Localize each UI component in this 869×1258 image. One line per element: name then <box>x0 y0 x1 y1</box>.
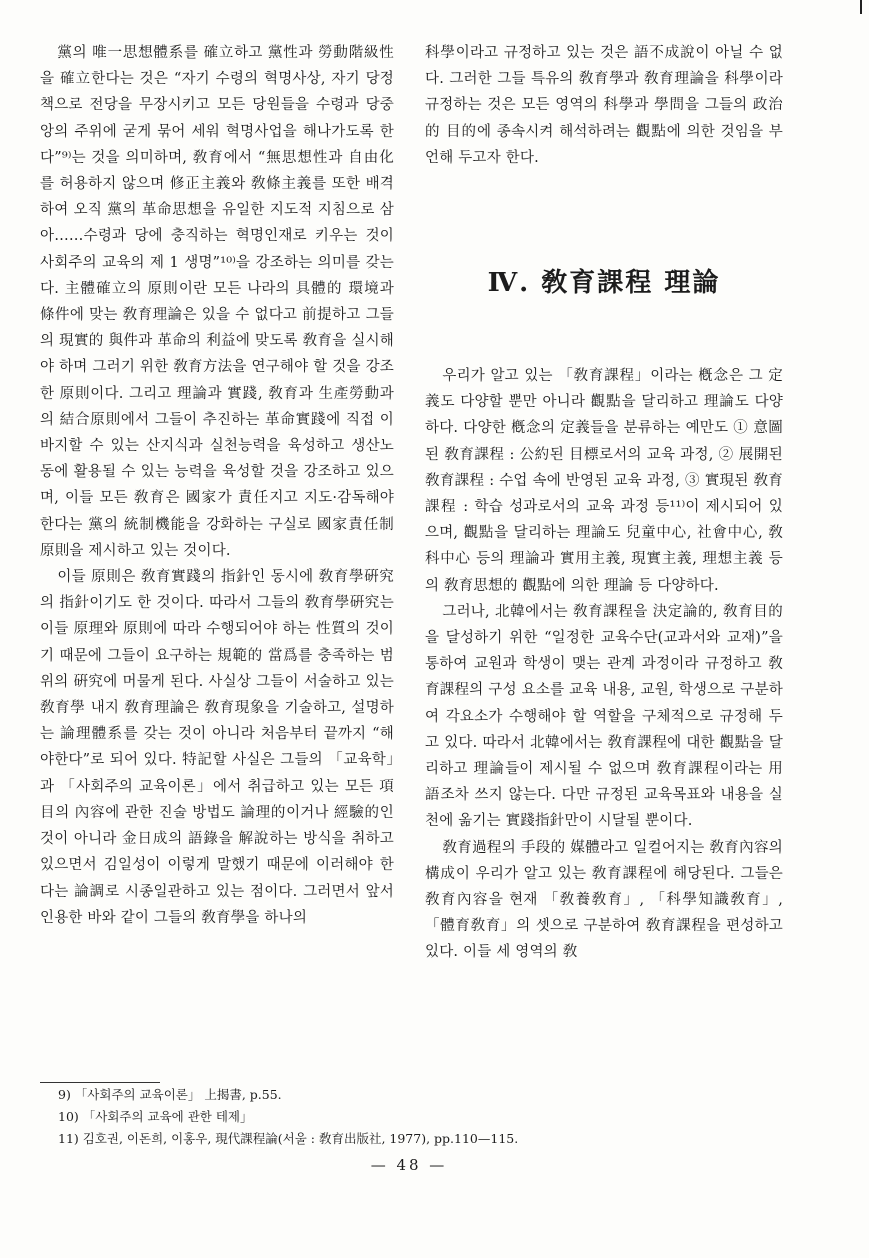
paragraph: 科學이라고 규정하고 있는 것은 語不成說이 아닐 수 없다. 그러한 그들 특유의 敎育學과 敎育理論을 科學이라 규정하는 것은 모든 영역의 科學과 學問을 그들의 政治的 目的에 종속시켜 해석하려는 觀點에 의한 것임을 부언해 두고자 한다. <box>425 45 783 166</box>
footnote: 10) 「사회주의 교육에 관한 테제」 <box>58 1109 253 1124</box>
paragraph: 이들 原則은 敎育實踐의 指針인 동시에 敎育學硏究의 指針이기도 한 것이다. 따라서 그들의 敎育學硏究는 이들 原理와 原則에 따라 수행되어야 하는 性質의 것이기 때문에 그들이 요구하는 規範的 當爲를 충족하는 범위의 硏究에 머물게 된다. 사실상 그들이 서술하고 있는 敎育學 내지 敎育理論은 敎育現象을 기술하고, 설명하는 論理體系를 갖는 것이 아니라 처음부터 끝까지 “해야한다”로 되어 있다. 特記할 사실은 그들의 「교육학」과 「사회주의 교육이론」에서 취급하고 있는 모든 項目의 內容에 관한 진술 방법도 論理的이거나 經驗的인 것이 아니라 金日成의 語錄을 解說하는 방식을 취하고 있으면서 김일성이 이렇게 말했기 때문에 이러해야 한다는 論調로 시종일관하고 있는 점이다. 그러면서 앞서 인용한 바와 같이 그들의 敎育學을 하나의 <box>40 569 394 926</box>
page-number: — 48 — <box>370 1156 448 1174</box>
paragraph: 黨의 唯一思想體系를 確立하고 黨性과 勞動階級性을 確立한다는 것은 “자기 수령의 혁명사상, 자기 당정책으로 전당을 무장시키고 모든 당원들을 수령과 당중앙의 주위에 굳게 묶어 세워 혁명사업을 해나가도록 한다”⁹⁾는 것을 의미하며, 敎育에서 “無思想性과 自由化를 허용하지 않으며 修正主義와 敎條主義를 또한 배격하여 오직 黨의 革命思想을 유일한 지도적 지침으로 삼아……수령과 당에 충직하는 혁명인재로 키우는 것이 사회주의 교육의 제 1 생명”¹⁰⁾을 강조하는 의미를 갖는다. 主體確立의 原則이란 모든 나라의 具體的 環境과 條件에 맞는 敎育理論은 있을 수 없다고 前提하고 그들의 現實的 與件과 革命의 利益에 맞도록 敎育을 실시해야 하며 그러기 위한 敎育方法을 연구해야 할 것을 강조한 原則이다. 그리고 理論과 實踐, 敎育과 生產勞動과의 結合原則에서 그들이 추진하는 革命實踐에 직접 이바지할 수 있는 산지식과 실천능력을 육성하고 생산노동에 활용될 수 있는 능력을 육성할 것을 강조하고 있으며, 이들 모든 敎育은 國家가 責任지고 지도·감독해야 한다는 黨의 統制機能을 강화하는 구실로 國家責任制 原則을 제시하고 있는 것이다. <box>40 45 394 559</box>
footnotes <box>58 1084 758 1150</box>
right-column-top <box>425 40 783 171</box>
paragraph: 우리가 알고 있는 「敎育課程」이라는 槪念은 그 定義도 다양할 뿐만 아니라 觀點을 달리하고 理論도 다양하다. 다양한 槪念의 定義들을 분류하는 예만도 ① 意圖된 敎育課程 : 公約된 目標로서의 교육 과정, ② 展開된 敎育課程 : 수업 속에 반영된 교육 과정, ③ 實現된 敎育課程 : 학습 성과로서의 교육 과정 등¹¹⁾이 제시되어 있으며, 觀點을 달리하는 理論도 兒童中心, 社會中心, 敎科中心 등의 理論과 實用主義, 現實主義, 理想主義 등의 敎育思想的 觀點에 의한 理論 등 다양하다. <box>425 368 783 594</box>
right-column-body <box>425 363 783 966</box>
footnote: 9) 「사회주의 교육이론」 上揭書, p.55. <box>58 1087 282 1102</box>
section-heading: Ⅳ. 敎育課程 理論 <box>487 268 721 298</box>
paragraph: 그러나, 北韓에서는 敎育課程을 決定論的, 敎育目的을 달성하기 위한 “일정한 교육수단(교과서와 교재)”을 통하여 교원과 학생이 맺는 관계 과정이라 규정하고 敎育課程의 구성 요소를 교육 내용, 교원, 학생으로 구분하여 각요소가 수행해야 할 역할을 구체적으로 규정해 두고 있다. 따라서 北韓에서는 敎育課程에 대한 觀點을 달리하고 理論들이 제시될 수 없으며 敎育課程이라는 用語조차 쓰지 않는다. 다만 규정된 교육목표와 내용을 실천에 옮기는 實踐指針만이 시달될 뿐이다. <box>425 603 783 830</box>
footnote-divider <box>40 1082 160 1083</box>
left-column <box>40 40 394 931</box>
scan-edge-mark <box>860 0 862 14</box>
paragraph: 敎育過程의 手段的 媒體라고 일컬어지는 敎育內容의 構成이 우리가 알고 있는 敎育課程에 해당된다. 그들은 敎育內容을 현재 「敎養敎育」, 「科學知識敎育」, 「體育敎育」의 셋으로 구분하여 敎育課程을 편성하고 있다. 이들 세 영역의 敎 <box>425 839 783 961</box>
footnote: 11) 김호권, 이돈희, 이홍우, 現代課程論(서울 : 敎育出版社, 1977), pp.110—115. <box>58 1131 519 1146</box>
